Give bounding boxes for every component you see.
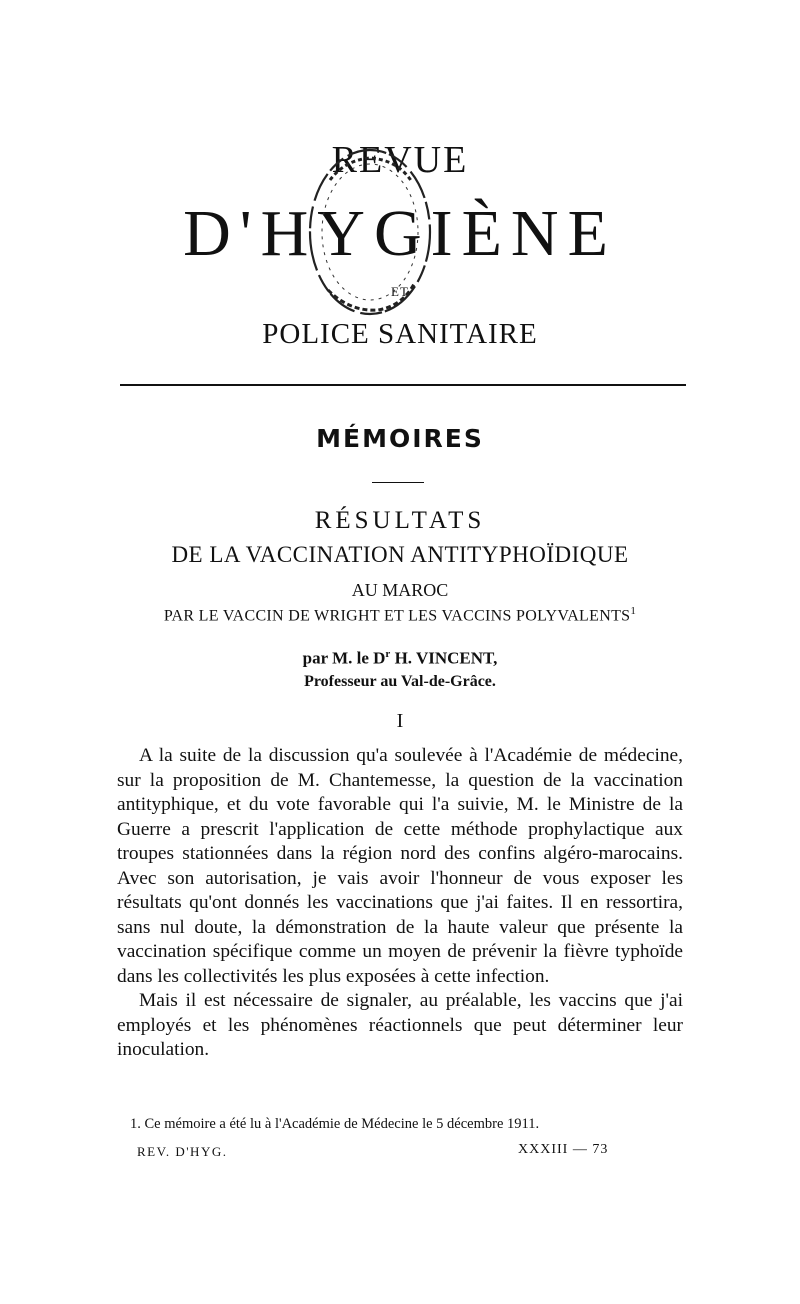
section-numeral: I (396, 710, 404, 732)
journal-title-et: ET (391, 284, 409, 299)
article-title-line-4-text: PAR LE VACCIN DE WRIGHT ET LES VACCINS POLYVALENTS (163, 607, 631, 625)
author-line (0, 648, 800, 669)
running-footer-right: XXXIII — 73 (518, 1142, 609, 1157)
section-rule (372, 482, 424, 483)
article-title-line-4 (0, 605, 800, 625)
author-affiliation: Professeur au Val-de-Grâce. (304, 673, 496, 690)
library-stamp (300, 140, 440, 330)
article-title-line-2: DE LA VACCINATION ANTITYPHOÏDIQUE (171, 542, 629, 567)
author-title-superscript: r (385, 648, 391, 660)
journal-title-hygiene: D'HYGIÈNE (183, 197, 617, 270)
journal-title-revue: REVUE (331, 139, 469, 181)
footnote: 1. Ce mémoire a été lu à l'Académie de Médecine le 5 décembre 1911. (130, 1116, 540, 1132)
author-prefix: par M. le D (302, 648, 386, 668)
header-rule (120, 384, 686, 386)
paragraph: Mais il est nécessaire de signaler, au préalable, les vaccins que j'ai employés et les phénomènes réactionnels que peut déterminer leur inoculation. (117, 990, 683, 1060)
article-title-line-3: AU MAROC (351, 580, 449, 600)
author-name: H. VINCENT, (394, 648, 498, 668)
paragraph: A la suite de la discussion qu'a soulevée à l'Académie de médecine, sur la proposition de M. Chantemesse, la question de la vaccination antityphique, et du vote favorable qui l'a suivie, M. le Ministre de la Guerre a prescrit l'application de cette méthode prophylactique aux troupes stationnées dans la région nord des confins algéro-marocains. Avec son autorisation, je vais avoir l'honneur de vous exposer les résultats qu'ont donnés les vaccinations que j'ai faites. Il en ressortira, sans nul doute, la démonstration de la haute valeur que présente la vaccination spécifique comme un moyen de prévenir la fièvre typhoïde dans les collectivités les plus exposées à cette infection. (117, 745, 683, 987)
footnote-marker: 1 (630, 605, 637, 617)
article-body (117, 744, 683, 1063)
running-footer-left: REV. D'HYG. (137, 1144, 228, 1159)
journal-title-police-sanitaire: POLICE SANITAIRE (262, 318, 538, 350)
article-title-line-1: RÉSULTATS (314, 507, 486, 534)
section-title: MÉMOIRES (316, 424, 484, 453)
